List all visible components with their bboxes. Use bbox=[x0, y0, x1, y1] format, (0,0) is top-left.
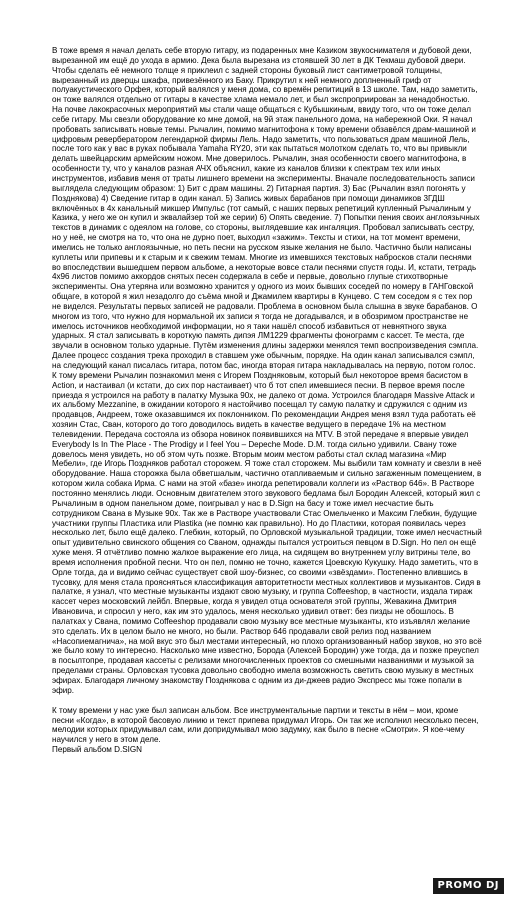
paragraph-1: В тоже время я начал делать себе вторую гитару, из подаренных мне Казиком звукоснимателя и дубовой деки, вырезанной им ещё до ухода в армию. Дека была вырезана из стоявшей 30 лет в ДК Текмаш дубовой двери. Чтобы сделать её немного толще я приклеил с задней стороны буковый лист сантиметровой толщины, вырезанный из дверцы шкафа, привезённого из Баку. Прикрутил к ней немного доплненный гриф от полуакустического Орфея, который валялся у меня дома, со времён репитиций в 13 школе. Там, надо заметить, он тоже валялся отдельно от гитары в качестве хлама немало лет, и был экспроприирован за ненадобностью. На почве лакокрасочных мероприятий мы стали чаще общаться с Кубышкиным, ввиду того, что он тоже делал себе гитару. Мы свезли оборудование ко мне домой, на 9й этаж панельного дома, на набережной Оки. Я начал пробовать записывать новые темы. Рычалин, помимо магнитофона к тому времени обзавёлся драм-машиной и цифровым ревербератором легендарной фирмы Лель. Надо заметить, что пользоваться драм машиной Лель, после того как у вас в руках побывала Yamaha RY20, эти как пытаться молотком сделать то, что вы привыкли делать швейцарским армейским ножом. Мне доверилось. Рычалин, зная особенности своего магнитофона, в особенности ту, что у каналов разная АЧХ объяснил, какие из каналов близки к спектрам тех или иных инструментов, избавив меня от траты лишнего времени на эксперименты. Вначале последовательность записи выглядела следующим образом: 1) Бит с драм машины. 2) Гитарная партия. 3) Бас (Рычалин взял погонять у Позднякова) 4) Сведение гитар в один канал. 5) Запись живых барабанов при помощи динамиков 3ГДШ включённых в 4х канальный микшер Импульс (тот самый, с наших первых репетиций купленный Рычалиным у Казика, у него же он купил и эквалайзер той же серии) 6) Опять сведение. 7) Попытки пения своих англоязычных текстов в динамик с одеялом на голове, со стороны, выглядевшие как ингаляция. Пробовал записывать сестру, но у неё, не смотря на то, что она не дурно поет, выходил «зажим». Тексты и стихи, на тот момент времени, имелись не только англоязычные, но петь песни на русском языке желания не было. Частично были написаны куплеты или припевы и к старым и к свежим темам. Многие из имевшихся текстовых набросков стали песнями во впоследствии вышедшем первом альбоме, а некоторые вовсе стали песнями спустя годы. И, кстати, тетрадь 4х96 листов помимо аккордов снятых песен содержала в себе и первые, довольно глупые стихотворные эксперименты. Она утеряна или возможно хранится у одного из моих бывших соседей по номеру в ГАНГовской общаге, в которой я жил незадолго до съёма мной и Джамилем квартиры в Кунцево. С тем соседом я с тех пор не виделся. Результаты первых записей не радовали. Проблема в основном была слышна в звуке барабанов. О многом из того, что нужно для нормальной их записи я тогда не догадывался, и в обозримом пространстве не имелось источников необходимой информации, но я таки нашёл способ избавиться от невнятного звука ударных. Я стал записывать в короткую память дипэя ЛМ1229 фрагменты фонограмм с кассет. Те места, где звучали в основном только ударные. Путём изменения длины задержки менялся темп воспроизведения сэмпла. Далее процесс создания трека проходил в ставшем уже обычным, порядке. На один канал записывался сэмпл, на следующий канал писалась гитара, потом бас, иногда вторая гитара накладывалась на первую, потом голос. К тому времени Рычалин познакомил меня с Игорем Поздняковым, который был некоторое время басистом в Action, и настаивал (и кстати, до сих пор настаивает) что б тот спел имевшиеся песни. В первое время после приезда я устроился на работу в палатку Музыка 90х, не далеко от дома. Устроился благодаря Massive Attack и их альбому Mezzanine, в ожидании которого я настойчиво посещал ту самую палатку и сдружился с одним из продавцов, Андреем, тоже оказавшимся их поклонником. По рекомендации Андрея меня взял туда работать её хозяин Стас, Сван, которого до того доводилось видеть в качестве ведущего в передаче 1% на местном телевидении. Передача состояла из обзора новинок появившихся на MTV. В этой передаче я впервые увидел Everybody Is In The Place - The Prodigy и I feel You – Depeche Mode. D.M. тогда сильно удивили. Свану тоже довелось меня увидеть, но об этом чуть позже. Вторым моим местом работы стал склад магазина «Мир Мебели», где Игорь Поздняков работал сторожем. Я тоже стал сторожем. Мы выбили там комнату и свезли в неё оборудование. Наша сторожка была обветшалым, частично отапливаемым и сильно загаженным помещением, в котором жила собака Ирма. С нами на этой «базе» иногда репетировали коллеги из «Раствор 646». В Растворе постоянно менялись люди. Основным двигателем этого звукового бедлама был Бородин Алексей, который жил с Рычалиным в одном панельном доме, поигрывал у нас в D.Sign на басу и тоже имел несчастие быть сотрудником Свана в Музыке 90х. Так же в Растворе участвовали Стас Омельченко и Максим Глебкин, будущие участники группы Пластика или Plastika (не помню как правильно). Но до Пластики, которая появилась через несколько лет, было ещё далеко. Глебкин, который, по Орловской музыкальной традиции, тоже имел несчастный опыт удивительно свинского общения со Сваном, однажды пытался устроиться певцом в D.Sign. Но пел он ещё хуже меня. Я отчётливо помню жалкое выражение его лица, на сидящем во внутреннем углу витрины теле, во время исполнения пробной песни. Что он пел, помню не точно, кажется Цоевскую Кукушку. Надо заметить, что в Орле тогда, да и видимо сейчас существует свой шоу-бизнес, со своими «звёздами». Постепенно влившись в тусовку, для меня стала проясняться классификация авторитетности местных коллективов и музыкантов. Сидя в палатке, я узнал, что местные музыканты издают свою музыку, и группа Coffeeshop, в частности, издала тираж кассет через московский лейбл. Впервые, когда я увидел отца основателя этой группы, Жевакина Дмитрия Ивановича, и спросил у него, как им это удалось, меня несколько удивил ответ: без пизды не обошлось. В палатках у Свана, помимо Coffeeshop продавали свою музыку все местные музыканты, кто изъявлял желание это сделать. Их в целом было не много, но были. Раствор 646 продавали свой релиз под названием «Насопиемагнича», на мой вкус это был местами интересный, но плохо организованный набор звуков, но это всё же было кому то интересно. Насколько мне известно, Борода (Алексей Бородин) уже тогда, да и позже преуспел в посылтопре, продавая кассеты с релизами многочисленных проектов со смешными названиями и музыкой за пределами страны. Орловская тусовка довольно свободно имела возможность светить свою музыку в местных эфирах. Благодаря личному знакомству Позднякова с одним из ди-джеев радио Экспресс мы тоже попали в эфир. bbox=[52, 46, 482, 695]
closing-line: Первый альбом D.SIGN bbox=[52, 745, 142, 755]
document-body bbox=[52, 46, 482, 755]
promo-dj-watermark: PROMO DJ bbox=[433, 878, 505, 894]
paragraph-2: К тому времени у нас уже был записан альбом. Все инструментальные партии и тексты в нём – мои, кроме песни «Когда», в которой басовую линию и текст припева придумал Игорь. Он так же исполнил несколько песен, мелодии которых придумывал сам, или допридумывал мою задумку, как было в песне «Смотри». Я кое-чему научился у него в этом деле. bbox=[52, 705, 479, 745]
